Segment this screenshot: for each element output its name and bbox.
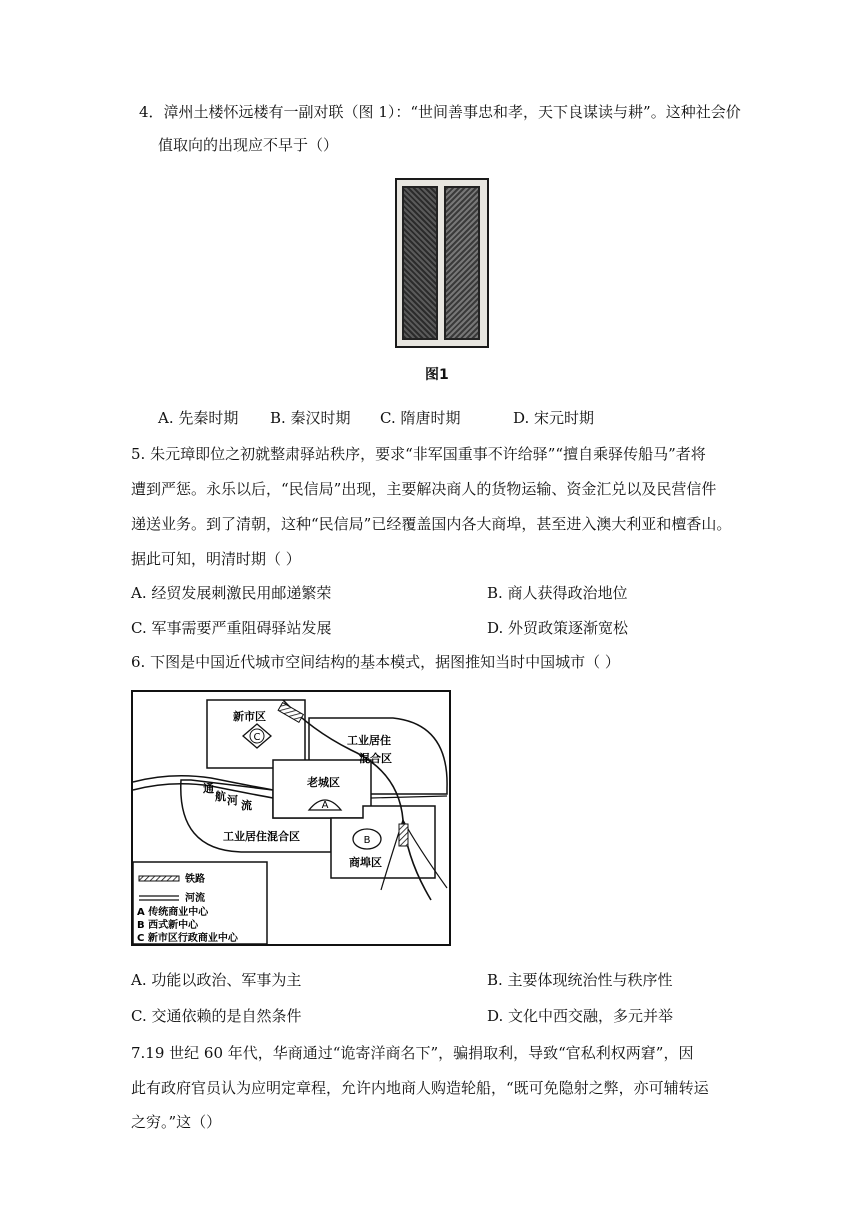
legend-railway-label: 铁路 — [185, 874, 205, 885]
legend-river-label: 河流 — [185, 893, 205, 904]
marker-a-label: A — [321, 800, 329, 811]
q7-stem-line3: 之穷。”这（） — [131, 1113, 222, 1131]
river-char-3: 河 — [227, 794, 238, 807]
q7-stem-line1: 7.19 世纪 60 年代，华商通过“诡寄洋商名下”，骗捐取利，导致“官私利权两窘”，因 — [131, 1044, 694, 1062]
q7-stem-line2: 此有政府官员认为应明定章程，允许内地商人购造轮船，“既可免隐射之弊，亦可辅转运 — [131, 1079, 709, 1097]
q5-stem-line3: 递送业务。到了清朝，这种“民信局”已经覆盖国内各大商埠，甚至进入澳大利亚和檀香山。 — [131, 515, 732, 533]
mixed-zone-1-label-line1: 工业居住 — [347, 734, 391, 747]
mixed-zone-2-label: 工业居住混合区 — [223, 830, 300, 843]
railway-station-right — [399, 824, 408, 846]
couplet-figure — [395, 178, 489, 348]
city-structure-map — [131, 690, 451, 946]
q6-option-b[interactable]: B. 主要体现统治性与秩序性 — [487, 971, 673, 989]
q4-stem-line1: 4．漳州土楼怀远楼有一副对联（图 1）：“世间善事忠和孝，天下良谋读与耕”。这种社会价 — [139, 103, 741, 121]
q6-option-a[interactable]: A. 功能以政治、军事为主 — [131, 971, 302, 989]
q4-option-a[interactable]: A. 先秦时期 — [158, 409, 239, 427]
river-char-4: 流 — [241, 799, 252, 812]
q5-stem-line2: 遭到严惩。永乐以后，“民信局”出现，主要解决商人的货物运输、资金汇兑以及民营信件 — [131, 480, 717, 498]
q5-option-b[interactable]: B. 商人获得政治地位 — [487, 584, 628, 602]
new-district-label: 新市区 — [233, 710, 266, 723]
q6-stem: 6. 下图是中国近代城市空间结构的基本模式，据图推知当时中国城市（ ） — [131, 653, 620, 671]
q4-stem-line2: 值取向的出现应不早于（） — [158, 136, 339, 154]
couplet-left-board — [402, 186, 438, 340]
q6-option-c[interactable]: C. 交通依赖的是自然条件 — [131, 1007, 302, 1025]
q4-option-b[interactable]: B. 秦汉时期 — [270, 409, 351, 427]
port-district-label: 商埠区 — [349, 856, 382, 869]
q5-option-d[interactable]: D. 外贸政策逐渐宽松 — [487, 619, 629, 637]
q6-option-d[interactable]: D. 文化中西交融，多元并举 — [487, 1007, 674, 1025]
marker-b-label: B — [363, 835, 371, 846]
q4-option-c[interactable]: C. 隋唐时期 — [380, 409, 461, 427]
figure-1-caption: 图1 — [425, 367, 449, 383]
river-char-2: 航 — [215, 790, 226, 803]
legend-b-label: B 西式新中心 — [137, 920, 199, 931]
q5-option-a[interactable]: A. 经贸发展刺激民用邮递繁荣 — [131, 584, 332, 602]
river-char-1: 通 — [203, 782, 214, 795]
old-city-label: 老城区 — [307, 776, 340, 789]
mixed-zone-1-label-line2: 混合区 — [359, 752, 392, 765]
q4-option-d[interactable]: D. 宋元时期 — [513, 409, 595, 427]
legend-c-label: C 新市区行政商业中心 — [137, 933, 238, 944]
q5-stem-line1: 5. 朱元璋即位之初就整肃驿站秩序，要求“非军国重事不许给驿”“擅自乘驿传船马”者将 — [131, 445, 706, 463]
q5-option-c[interactable]: C. 军事需要严重阻碍驿站发展 — [131, 619, 332, 637]
marker-c-label: C — [253, 732, 261, 743]
legend-railway-symbol — [139, 876, 179, 881]
legend-a-label: A 传统商业中心 — [137, 907, 209, 918]
couplet-right-board — [444, 186, 480, 340]
q5-stem-line4: 据此可知，明清时期（ ） — [131, 550, 301, 568]
